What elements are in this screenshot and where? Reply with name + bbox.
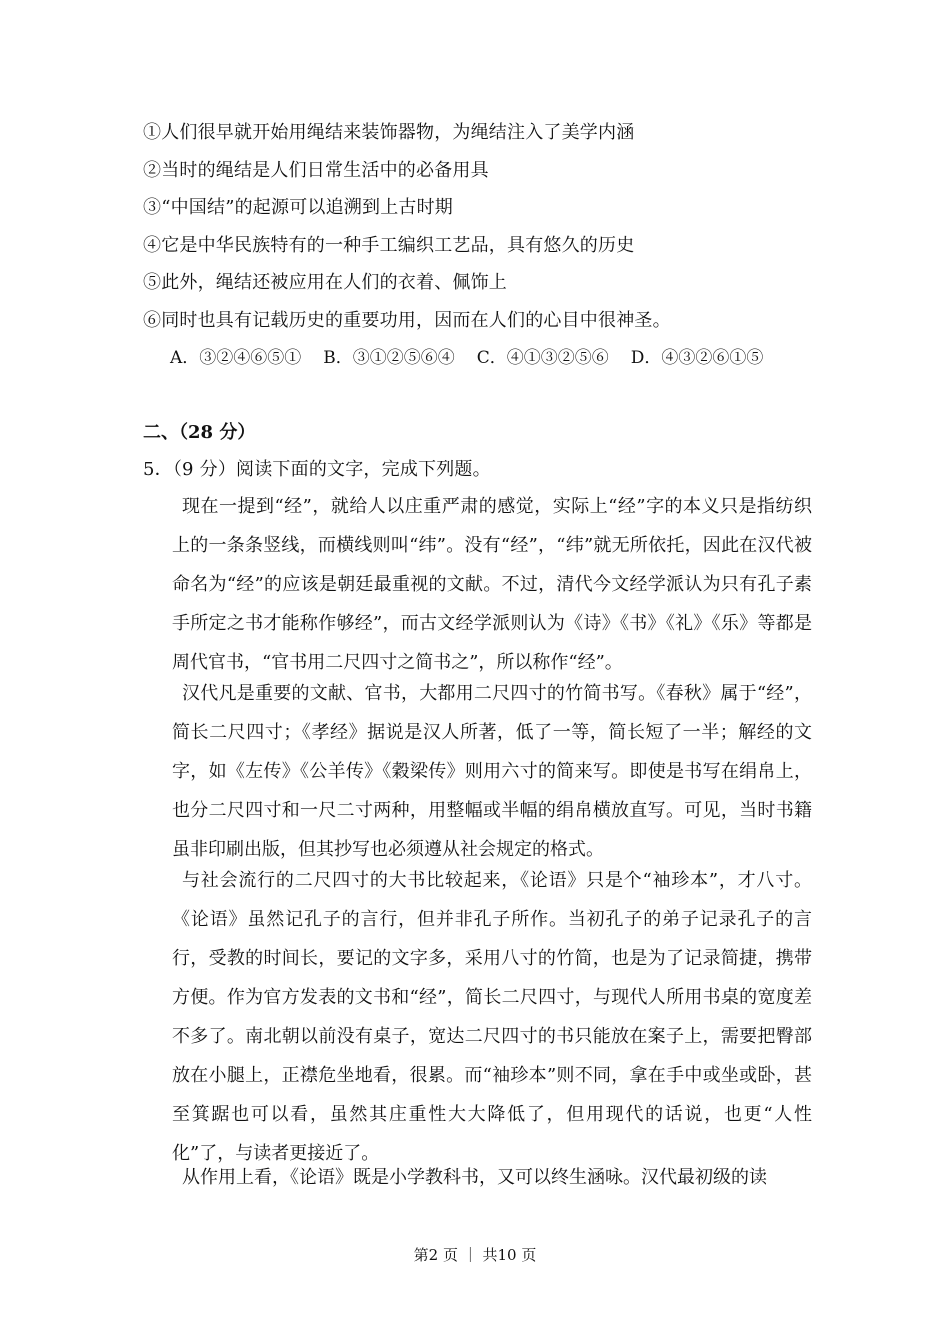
answer-options — [170, 346, 763, 370]
option-a: A．③②④⑥⑤① — [170, 348, 302, 368]
sentence-item-4: ④它是中华民族特有的一种手工编织工艺品，具有悠久的历史 — [143, 235, 635, 256]
option-d: D．④③②⑥①⑤ — [630, 348, 764, 368]
sentence-item-2: ②当时的绳结是人们日常生活中的必备用具 — [143, 160, 489, 181]
option-b: B．③①②⑤⑥④ — [323, 348, 455, 368]
section-title: 二、（28 分） — [143, 422, 256, 443]
page-footer: 第2 页 ｜ 共10 页 — [413, 1246, 537, 1264]
passage-paragraph-1: 现在一提到“经”，就给人以庄重严肃的感觉，实际上“经”字的本义只是指纺织上的一条条竖线，而横线则叫“纬”。没有“经”，“纬”就无所依托，因此在汉代被命名为“经”的应该是朝廷最重视的文献。不过，清代今文经学派认为只有孔子素手所定之书才能称作够经”，而古文经学派则认为《诗》《书》《礼》《乐》等都是周代官书，“官书用二尺四寸之简书之”，所以称作“经”。 — [172, 496, 812, 673]
question-prompt: 5．（9 分）阅读下面的文字，完成下列题。 — [143, 459, 491, 480]
passage-paragraph-4: 从作用上看，《论语》既是小学教科书，又可以终生涵咏。汉代最初级的读 — [182, 1167, 767, 1188]
sentence-item-5: ⑤此外，绳结还被应用在人们的衣着、佩饰上 — [143, 272, 507, 293]
passage-paragraph-3: 与社会流行的二尺四寸的大书比较起来，《论语》只是个“袖珍本”，才八寸。《论语》虽然记孔子的言行，但并非孔子所作。当初孔子的弟子记录孔子的言行，受教的时间长，要记的文字多，采用八寸的竹简，也是为了记录简捷，携带方便。作为官方发表的文书和“经”，简长二尺四寸，与现代人所用书桌的宽度差不多了。南北朝以前没有桌子，宽达二尺四寸的书只能放在案子上，需要把臀部放在小腿上，正襟危坐地看，很累。而“袖珍本”则不同，拿在手中或坐或卧，甚至箕踞也可以看，虽然其庄重性大大降低了，但用现代的话说，也更“人性化”了，与读者更接近了。 — [172, 870, 812, 1164]
sentence-item-1: ①人们很早就开始用绳结来装饰器物，为绳结注入了美学内涵 — [143, 122, 635, 143]
option-c: C．④①③②⑤⑥ — [476, 348, 609, 368]
sentence-item-3: ③“中国结”的起源可以追溯到上古时期 — [143, 197, 454, 218]
passage-paragraph-2: 汉代凡是重要的文献、官书，大都用二尺四寸的竹简书写。《春秋》属于“经”，简长二尺四寸；《孝经》据说是汉人所著，低了一等，简长短了一半；解经的文字，如《左传》《公羊传》《穀梁传》则用六寸的简来写。即使是书写在绢帛上，也分二尺四寸和一尺二寸两种，用整幅或半幅的绢帛横放直写。可见，当时书籍虽非印刷出版，但其抄写也必须遵从社会规定的格式。 — [172, 683, 812, 860]
sentence-item-6: ⑥同时也具有记载历史的重要功用，因而在人们的心目中很神圣。 — [143, 310, 671, 331]
